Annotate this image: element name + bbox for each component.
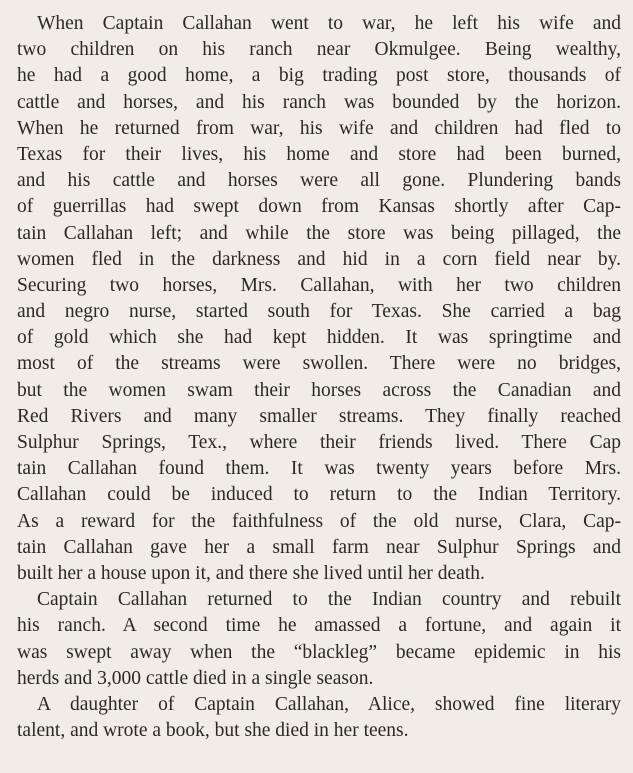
paragraph-3 [17, 692, 621, 744]
text-line: Red Rivers and many smaller streams. They finally reached [17, 405, 621, 427]
text-line: tain Callahan gave her a small farm near Sulphur Springs and [17, 536, 621, 558]
text-line: was swept away when the “blackleg” became epidemic in his [17, 641, 621, 663]
text-line: When Captain Callahan went to war, he left his wife and [37, 13, 621, 34]
text-line: of gold which she had kept hidden. It was springtime and [17, 327, 621, 349]
text-line: but the women swam their horses across the Canadian and [17, 379, 621, 401]
text-line: of guerrillas had swept down from Kansas shortly after Cap- [17, 196, 621, 218]
body-text [17, 11, 621, 744]
text-line: two children on his ranch near Okmulgee. Being wealthy, [17, 39, 621, 61]
text-line: Sulphur Springs, Tex., where their friends lived. There Cap [17, 432, 621, 453]
text-line: he had a good home, a big trading post store, thousands of [17, 65, 621, 87]
paragraph-1 [17, 11, 621, 587]
paragraph-2 [17, 587, 621, 692]
text-line: and his cattle and horses were all gone. Plundering bands [17, 170, 621, 192]
text-line: built her a house upon it, and there she lived until her death. [17, 562, 485, 584]
text-line: Securing two horses, Mrs. Callahan, with her two children [17, 274, 621, 296]
text-line: Callahan could be induced to return to the Indian Territory. [17, 484, 621, 506]
text-line: A daughter of Captain Callahan, Alice, showed fine literary [37, 693, 621, 715]
text-line: Captain Callahan returned to the Indian country and rebuilt [37, 589, 621, 611]
text-line: cattle and horses, and his ranch was bounded by the horizon. [17, 91, 621, 113]
text-line: As a reward for the faithfulness of the old nurse, Clara, Cap- [17, 510, 621, 532]
text-line: herds and 3,000 cattle died in a single season. [17, 667, 374, 689]
text-line: his ranch. A second time he amassed a fortune, and again it [17, 615, 621, 637]
text-line: talent, and wrote a book, but she died in her teens. [17, 720, 409, 742]
text-line: most of the streams were swollen. There were no bridges, [17, 353, 621, 375]
text-line: tain Callahan found them. It was twenty years before Mrs. [17, 458, 621, 480]
text-line: and negro nurse, started south for Texas. She carried a bag [17, 301, 621, 323]
text-line: women fled in the darkness and hid in a corn field near by. [17, 248, 621, 270]
text-line: When he returned from war, his wife and children had fled to [17, 117, 621, 139]
text-line: Texas for their lives, his home and store had been burned, [17, 143, 621, 165]
text-line: tain Callahan left; and while the store was being pillaged, the [17, 222, 621, 244]
